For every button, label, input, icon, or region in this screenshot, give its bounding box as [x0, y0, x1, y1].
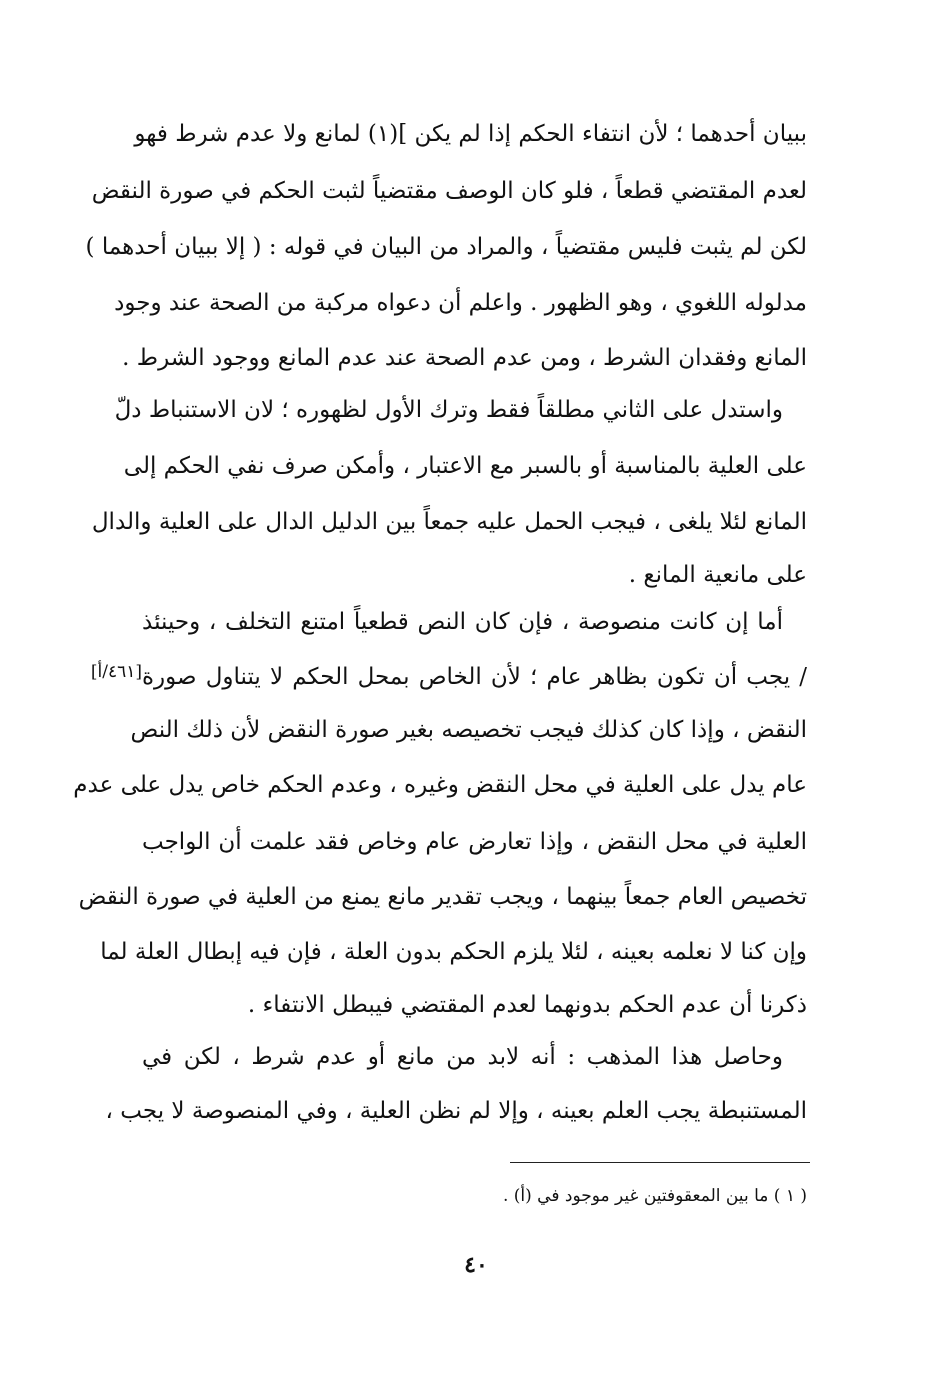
text-line-13: عام يدل على العلية في محل النقض وغيره ، وعدم الحكم خاص يدل على عدم — [73, 772, 807, 798]
text-line-12: النقض ، وإذا كان كذلك فيجب تخصيصه بغير صورة النقض لأن ذلك النص — [130, 717, 807, 743]
text-line-18: وحاصل هذا المذهب : أنه لابد من مانع أو عدم شرط ، لكن في — [142, 1044, 783, 1070]
text-line-15: تخصيص العام جمعاً بينهما ، ويجب تقدير مانع يمنع من العلية في صورة النقض — [78, 884, 807, 910]
margin-folio-note: [٤٦١/أ] — [90, 662, 142, 682]
page-number: ٤٠ — [464, 1252, 488, 1278]
footnote: ( ١ ) ما بين المعقوفتين غير موجود في (أ) . — [502, 1186, 807, 1206]
text-line-19: المستنبطة يجب العلم بعينه ، وإلا لم نظن العلية ، وفي المنصوصة لا يجب ، — [105, 1098, 807, 1124]
text-line-5: المانع وفقدان الشرط ، ومن عدم الصحة عند عدم المانع ووجود الشرط . — [122, 345, 807, 371]
footnote-divider — [510, 1162, 810, 1163]
text-line-14: العلية في محل النقض ، وإذا تعارض عام وخاص فقد علمت أن الواجب — [142, 829, 807, 855]
text-line-16: وإن كنا لا نعلمه بعينه ، لئلا يلزم الحكم بدون العلة ، فإن فيه إبطال العلة لما — [100, 939, 807, 965]
text-line-3: لكن لم يثبت فليس مقتضياً ، والمراد من البيان في قوله : ( إلا ببيان أحدهما ) — [85, 234, 807, 260]
text-line-6: واستدل على الثاني مطلقاً فقط وترك الأول لظهوره ؛ لان الاستنباط دلّ — [114, 397, 783, 423]
text-line-11: / يجب أن تكون بظاهر عام ؛ لأن الخاص بمحل الحكم لا يتناول صورة — [142, 664, 807, 690]
text-line-4: مدلوله اللغوي ، وهو الظهور . واعلم أن دعواه مركبة من الصحة عند وجود — [114, 290, 807, 316]
text-line-2: لعدم المقتضي قطعاً ، فلو كان الوصف مقتضياً لثبت الحكم في صورة النقض — [91, 178, 807, 204]
text-line-10: أما إن كانت منصوصة ، فإن كان النص قطعياً امتنع التخلف ، وحينئذ — [142, 609, 783, 635]
text-line-7: على العلية بالمناسبة أو بالسبر مع الاعتبار ، وأمكن صرف نفي الحكم إلى — [123, 453, 807, 479]
text-line-8: المانع لئلا يلغى ، فيجب الحمل عليه جمعاً بين الدليل الدال على العلية والدال — [91, 509, 807, 535]
text-line-1: ببيان أحدهما ؛ لأن انتفاء الحكم إذا لم يكن ](١) لمانع ولا عدم شرط فهو — [134, 121, 807, 147]
text-line-9: على مانعية المانع . — [628, 562, 807, 588]
text-line-17: ذكرنا أن عدم الحكم بدونهما لعدم المقتضي فيبطل الانتفاء . — [247, 992, 807, 1018]
